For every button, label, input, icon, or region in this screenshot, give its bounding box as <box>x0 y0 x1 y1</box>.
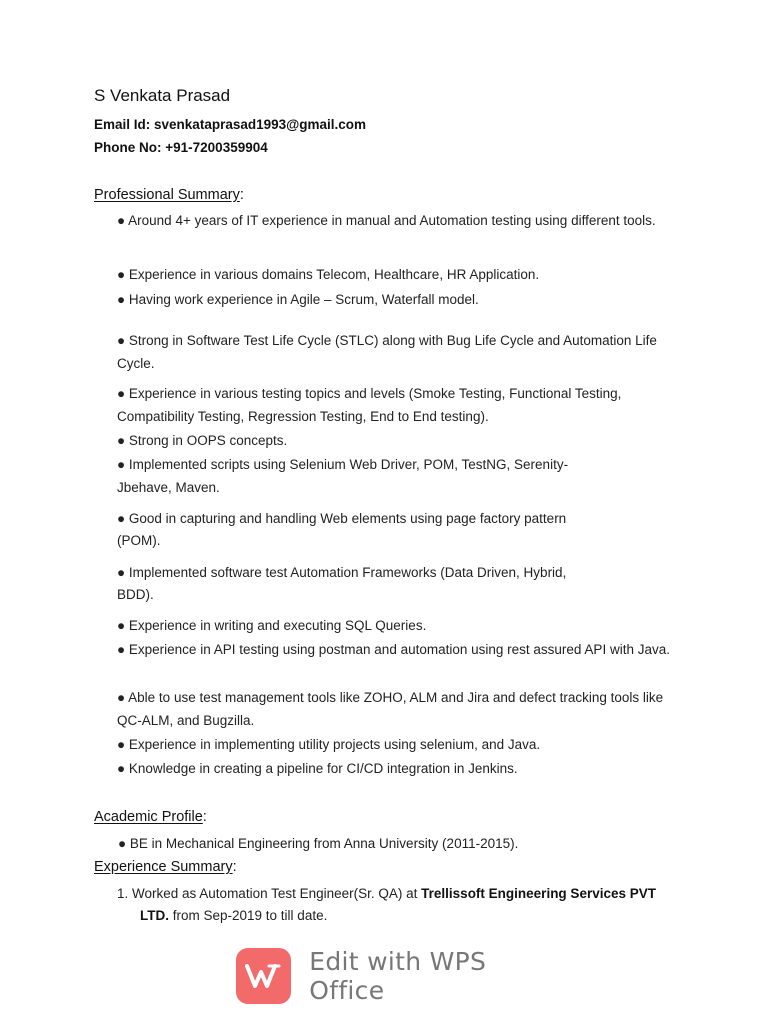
company-name: Trellissoft Engineering Services PVT <box>421 886 656 901</box>
wps-watermark <box>236 948 566 1004</box>
summary-bullet-8: ● Good in capturing and handling Web elements using page factory pattern <box>117 511 567 526</box>
experience-item-1 <box>117 883 677 927</box>
email-line <box>94 117 366 132</box>
company-name-cont: LTD. <box>140 908 169 923</box>
summary-bullet-1: ● Around 4+ years of IT experience in manual and Automation testing using different tools. <box>117 213 656 228</box>
summary-bullet-9-cont: BDD). <box>117 587 154 602</box>
phone-value: +91-7200359904 <box>165 140 268 155</box>
summary-bullet-14: ● Knowledge in creating a pipeline for CI/CD integration in Jenkins. <box>117 761 518 776</box>
summary-bullet-2: ● Experience in various domains Telecom, Healthcare, HR Application. <box>117 267 540 282</box>
wps-watermark-text: Edit with WPS Office <box>309 947 487 1005</box>
summary-bullet-6: ● Strong in OOPS concepts. <box>117 433 288 448</box>
summary-bullet-11: ● Experience in API testing using postman and automation using rest assured API with Java. <box>117 642 670 657</box>
email-label: Email Id: <box>94 117 151 132</box>
summary-bullet-13: ● Experience in implementing utility projects using selenium, and Java. <box>117 737 541 752</box>
summary-bullet-3: ● Having work experience in Agile – Scrum, Waterfall model. <box>117 292 479 307</box>
candidate-name: S Venkata Prasad <box>94 86 231 105</box>
academic-item: ● BE in Mechanical Engineering from Anna University (2011-2015). <box>118 836 519 851</box>
wps-office-logo-icon <box>236 948 291 1004</box>
summary-bullet-10: ● Experience in writing and executing SQL Queries. <box>117 618 427 633</box>
phone-line <box>94 140 268 155</box>
summary-bullet-7-cont: Jbehave, Maven. <box>117 480 220 495</box>
academic-profile-heading: Academic Profile: <box>94 809 207 825</box>
experience-dates: from Sep-2019 to till date. <box>169 908 328 923</box>
summary-bullet-7: ● Implemented scripts using Selenium Web Driver, POM, TestNG, Serenity- <box>117 457 569 472</box>
summary-bullet-12: ● Able to use test management tools like ZOHO, ALM and Jira and defect tracking tools like QC-ALM, and Bugzilla. <box>117 690 664 728</box>
summary-bullet-5: ● Experience in various testing topics and levels (Smoke Testing, Functional Testing, Compatibility Testing, Regression Testing, End to End testing). <box>117 386 622 424</box>
professional-summary-heading: Professional Summary: <box>94 187 244 203</box>
email-value: svenkataprasad1993@gmail.com <box>154 117 367 132</box>
summary-bullet-4: ● Strong in Software Test Life Cycle (STLC) along with Bug Life Cycle and Automation Life Cycle. <box>117 333 657 371</box>
experience-role: 1. Worked as Automation Test Engineer(Sr. QA) at <box>117 886 422 901</box>
summary-bullet-9: ● Implemented software test Automation Frameworks (Data Driven, Hybrid, <box>117 565 567 580</box>
summary-bullet-8-cont: (POM). <box>117 533 161 548</box>
experience-summary-heading: Experience Summary: <box>94 859 237 875</box>
phone-label: Phone No: <box>94 140 162 155</box>
